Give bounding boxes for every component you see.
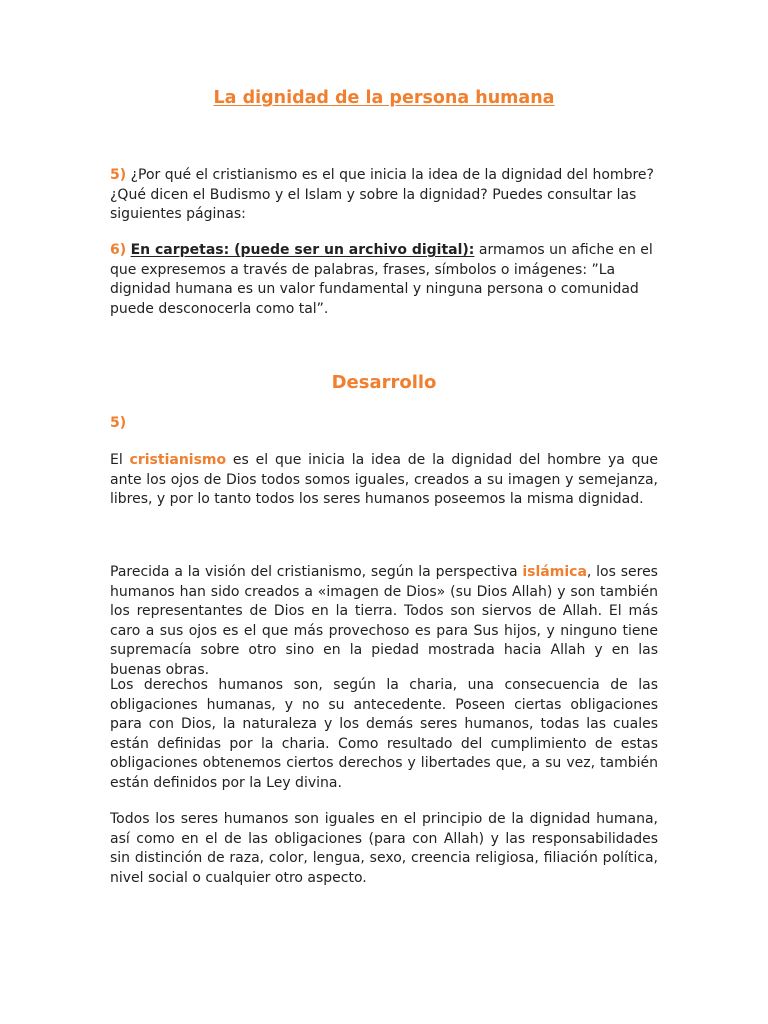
p1-before: El — [110, 452, 130, 468]
answer-5-number: 5) — [110, 415, 127, 431]
question-6-lead: En carpetas: (puede ser un archivo digital): — [130, 242, 475, 258]
answer-paragraph-3: Los derechos humanos son, según la charia, una consecuencia de las obligaciones humanas, y no su antecedente. Poseen ciertas obligaciones para con Dios, la naturaleza y los demás seres humanos, todas las cuales están definidas por la charia. Como resultado del cumplimiento de estas obligaciones obtenemos ciertos derechos y libertades que, a su vez, también están definidos por la Ley divina. — [110, 677, 658, 791]
p1-after: es el que inicia la idea de la dignidad del hombre ya que ante los ojos de Dios todos somos iguales, creados a su imagen y semejanza, libres, y por lo tanto todos los seres humanos poseemos la misma dignidad. — [110, 452, 658, 507]
question-5-text: ¿Por qué el cristianismo es el que inicia la idea de la dignidad del hombre? ¿Qué dicen el Budismo y el Islam y sobre la dignidad? Puedes consultar las siguientes páginas: — [110, 167, 654, 222]
p2-before: Parecida a la visión del cristianismo, según la perspectiva — [110, 564, 523, 580]
question-6 — [110, 241, 658, 319]
question-5-number: 5) — [110, 167, 127, 183]
answer-paragraph-2 — [110, 563, 658, 680]
answer-paragraph-1 — [110, 451, 658, 510]
question-5 — [110, 166, 658, 225]
p2-after: , los seres humanos han sido creados a «imagen de Dios» (su Dios Allah) y son también los representantes de Dios en la tierra. Todos son siervos de Allah. El más caro a sus ojos es el que más provechoso es para Sus hijos, y ninguno tiene supremacía sobre otro sino en la piedad mostrada hacia Allah y en las buenas obras. — [110, 564, 658, 678]
section-heading: Desarrollo — [331, 372, 437, 393]
question-6-number: 6) — [110, 242, 127, 258]
answer-paragraph-4: Todos los seres humanos son iguales en el principio de la dignidad humana, así como en el de las obligaciones (para con Allah) y las responsabilidades sin distinción de raza, color, lengua, sexo, creencia religiosa, filiación política, nivel social o cualquier otro aspecto. — [110, 811, 658, 886]
p1-accent-term: cristianismo — [129, 452, 227, 468]
question-6-text: armamos un afiche en el que expresemos a través de palabras, frases, símbolos o imágenes: ”La dignidad humana es un valor fundamental y ninguna persona o comunidad puede desconocerla como tal”. — [110, 242, 653, 317]
page-title: La dignidad de la persona humana — [213, 88, 555, 108]
answer-5-label — [110, 414, 658, 434]
p2-accent-term: islámica — [522, 564, 587, 580]
